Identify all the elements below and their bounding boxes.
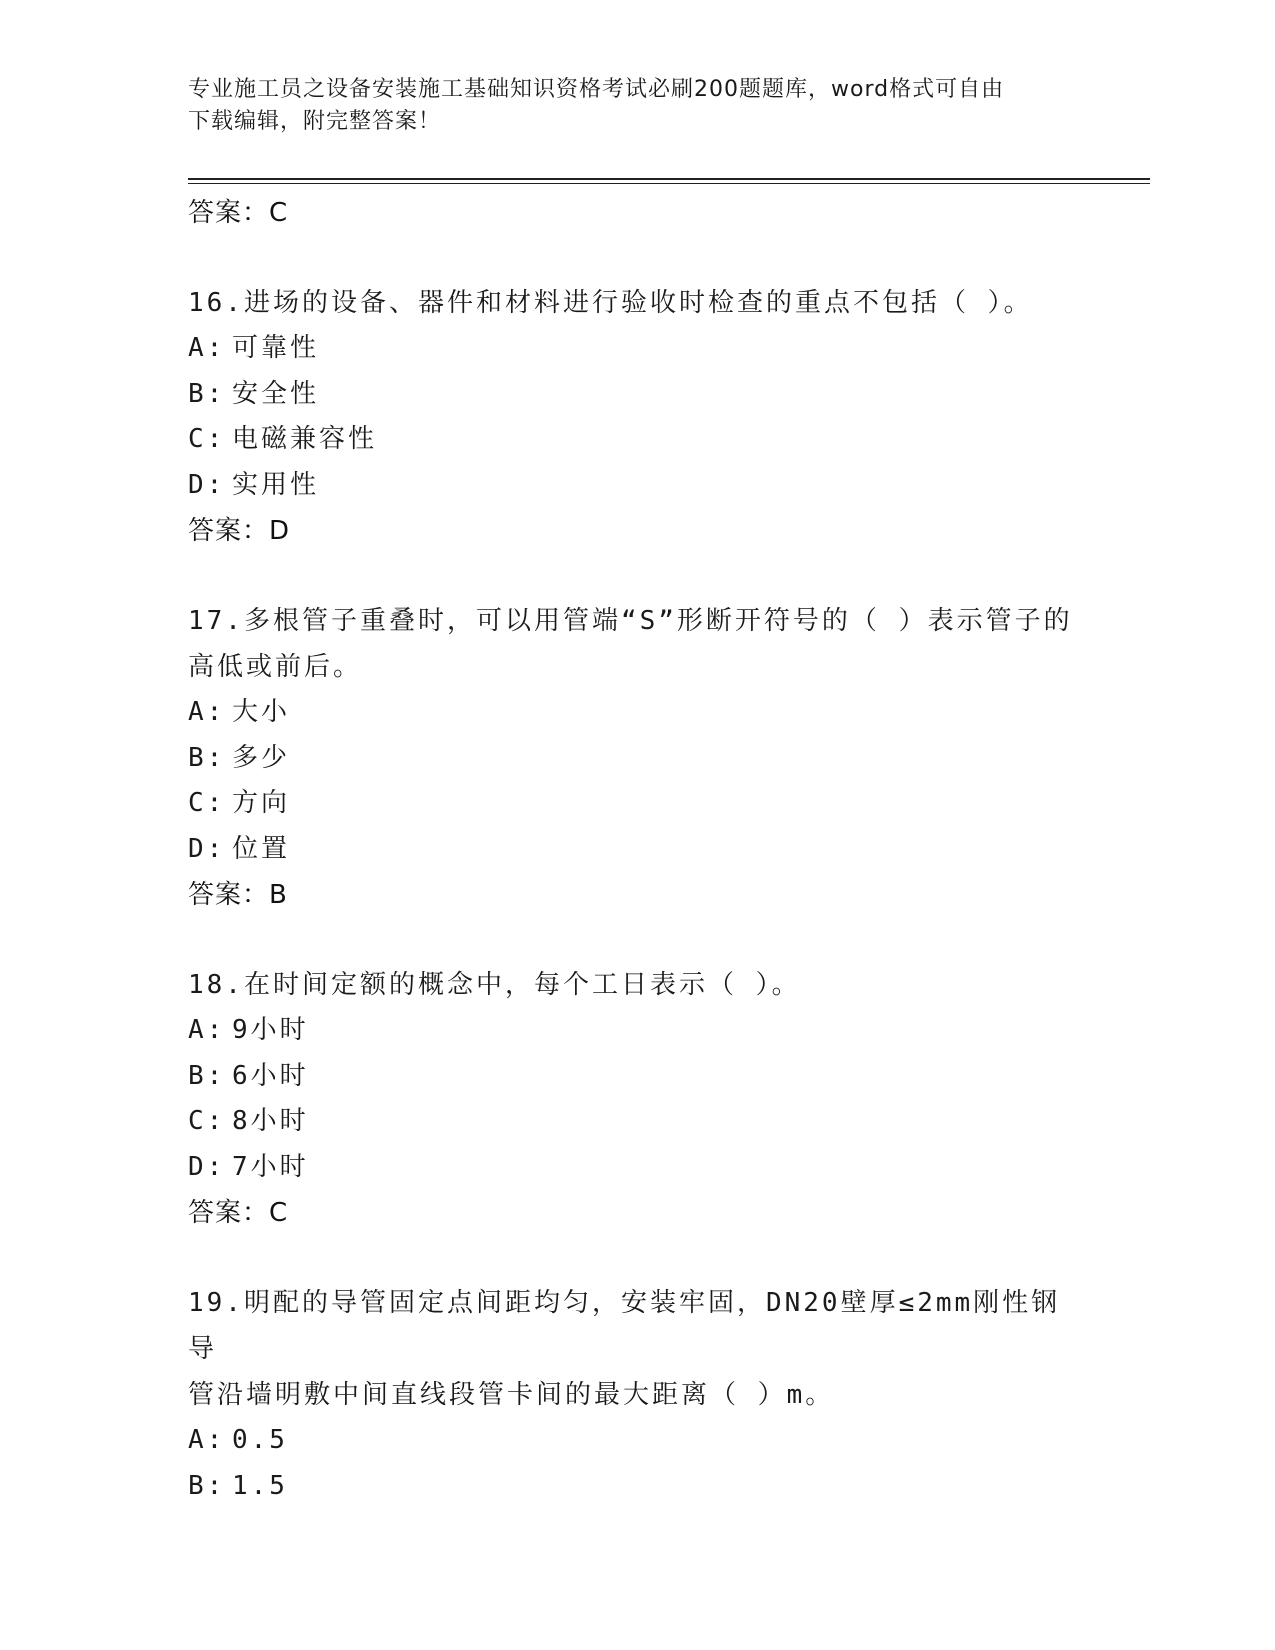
option-key: A: [188, 333, 226, 363]
option-c [188, 417, 1088, 463]
answer-line: 答案：B [188, 880, 288, 910]
question-text-continued: 管沿墙明敷中间直线段管卡间的最大距离（ ）m。 [188, 1380, 835, 1410]
option-b [188, 1464, 1088, 1510]
document-header [188, 74, 1068, 138]
option-text: 大小 [232, 697, 291, 727]
option-key: A: [188, 697, 226, 727]
option-text: 0.5 [232, 1425, 288, 1455]
option-key: B: [188, 742, 226, 773]
option-text: 可靠性 [232, 333, 320, 363]
header-rule-thick [188, 178, 1150, 180]
option-key: C: [188, 788, 226, 818]
option-key: D: [188, 1151, 226, 1182]
answer-line: 答案：C [188, 1198, 289, 1228]
question-text: 18.在时间定额的概念中，每个工日表示（ ）。 [188, 970, 801, 1000]
option-text: 方向 [232, 788, 291, 818]
question-18 [188, 962, 1088, 1236]
option-text: 多少 [232, 742, 291, 773]
previous-answer: 答案：C [188, 198, 289, 228]
option-text: 6小时 [232, 1060, 309, 1091]
option-text: 9小时 [232, 1015, 309, 1045]
option-key: C: [188, 1106, 226, 1136]
option-b [188, 372, 1088, 418]
question-text: 19.明配的导管固定点间距均匀，安装牢固，DN20壁厚≤2mm刚性钢导 [188, 1288, 1061, 1364]
header-rule-thin [188, 183, 1150, 184]
option-key: A: [188, 1015, 226, 1045]
option-key: D: [188, 833, 226, 864]
question-text: 17.多根管子重叠时，可以用管端“S”形断开符号的（ ）表示管子的 [188, 606, 1073, 636]
option-text: 8小时 [232, 1106, 309, 1136]
spacer [188, 918, 1088, 962]
option-a [188, 1008, 1088, 1054]
option-key: B: [188, 1060, 226, 1091]
question-text-continued: 高低或前后。 [188, 652, 363, 682]
option-a [188, 326, 1088, 372]
answer-line: 答案：D [188, 516, 291, 546]
option-text: 实用性 [232, 469, 320, 500]
option-d [188, 1145, 1088, 1191]
option-d [188, 463, 1088, 509]
option-d [188, 827, 1088, 873]
question-list [188, 190, 1088, 1509]
option-key: B: [188, 378, 226, 409]
question-19 [188, 1280, 1088, 1509]
option-text: 1.5 [232, 1470, 288, 1501]
option-key: B: [188, 1470, 226, 1501]
option-text: 电磁兼容性 [232, 424, 378, 454]
option-c [188, 781, 1088, 827]
header-line-1: 专业施工员之设备安装施工基础知识资格考试必刷200题题库，word格式可自由 [188, 77, 1005, 102]
option-text: 7小时 [232, 1151, 309, 1182]
option-key: C: [188, 424, 226, 454]
option-text: 位置 [232, 833, 291, 864]
question-text: 16.进场的设备、器件和材料进行验收时检查的重点不包括（ ）。 [188, 288, 1033, 318]
option-a [188, 1418, 1088, 1464]
option-text: 安全性 [232, 378, 320, 409]
spacer [188, 236, 1088, 280]
spacer [188, 554, 1088, 598]
option-key: D: [188, 469, 226, 500]
question-17 [188, 598, 1088, 918]
spacer [188, 1236, 1088, 1280]
option-b [188, 1054, 1088, 1100]
option-a [188, 690, 1088, 736]
question-16 [188, 280, 1088, 554]
header-line-2: 下载编辑，附完整答案！ [188, 109, 442, 134]
option-key: A: [188, 1425, 226, 1455]
option-b [188, 736, 1088, 782]
option-c [188, 1099, 1088, 1145]
